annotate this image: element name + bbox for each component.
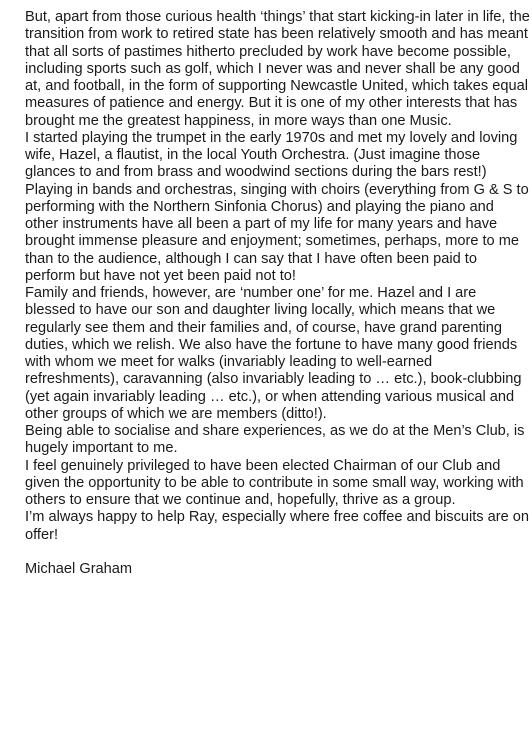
- letter-body: [25, 9, 530, 578]
- paragraph-chairman: I feel genuinely privileged to have been elected Chairman of our Club and given the opportunity to be able to contribute in some small way, working with others to ensure that we continue and, hopefully, thrive as a group.: [25, 457, 524, 508]
- signature-name: Michael Graham: [25, 560, 133, 577]
- paragraph-family-friends: Family and friends, however, are ‘number one’ for me. Hazel and I are blessed to have our son and daughter living locally, which means that we regularly see them and their families and, of course, have grand parenting duties, which we relish. We also have the fortune to have many good friends with whom we meet for walks (invariably leading to well-earned refreshments), caravanning (also invariably leading to … etc.), book-clubbing (yet again invariably leading … etc.), or when attending various musical and other groups of which we are members (ditto!).: [25, 285, 522, 422]
- paragraph-help-ray: I’m always happy to help Ray, especially where free coffee and biscuits are on offer!: [25, 509, 530, 543]
- paragraph-music: I started playing the trumpet in the early 1970s and met my lovely and loving wife, Hazel, a flautist, in the local Youth Orchestra. (Just imagine those glances to and from brass and woodwind sections during the bars rest!) Playing in bands and orchestras, singing with choirs (everything from G & S to performing with the Northern Sinfonia Chorus) and playing the piano and other instruments have all been a part of my life for many years and have brought immense pleasure and enjoyment; sometimes, perhaps, more to me than to the audience, although I can say that I have often been paid to perform but have not yet been paid not to!: [25, 129, 529, 284]
- paragraph-mens-club: Being able to socialise and share experiences, as we do at the Men’s Club, is hugely important to me.: [25, 423, 525, 457]
- paragraph-retirement-pastimes: But, apart from those curious health ‘things’ that start kicking-in later in life, the transition from work to retired state has been relatively smooth and has meant that all sorts of pastimes hitherto precluded by work have become possible, including sports such as golf, which I never was and never shall be any good at, and football, in the form of supporting Newcastle United, which takes equal measures of patience and energy. But it is one of my other interests that has brought me the greatest happiness, in more ways than one Music.: [25, 9, 530, 129]
